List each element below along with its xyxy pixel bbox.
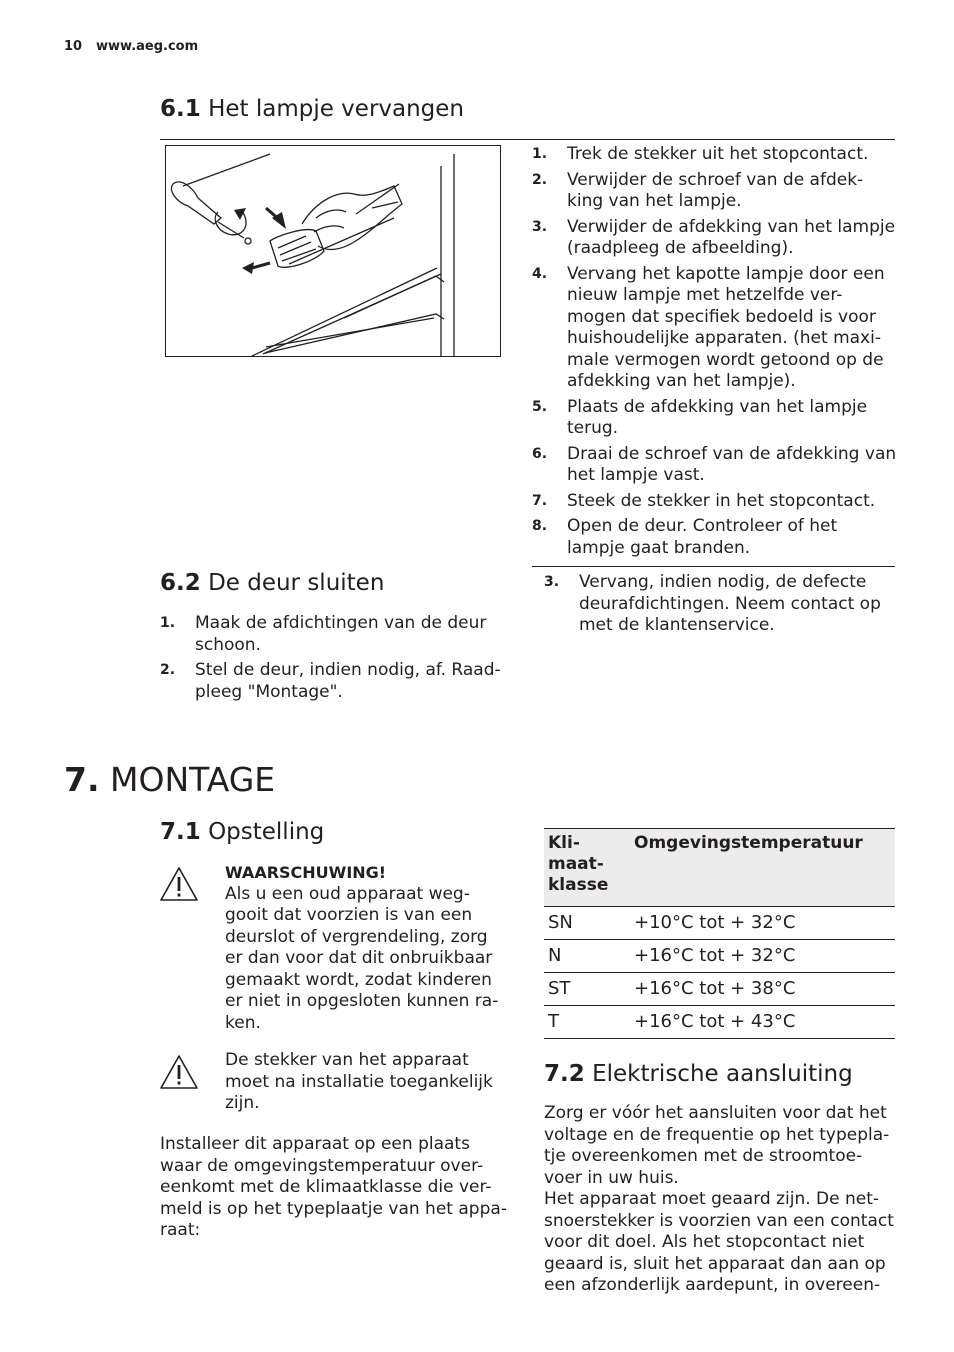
lamp-steps-list bbox=[532, 144, 897, 563]
column-header-class: Kli-maat-klasse bbox=[544, 829, 630, 907]
warning-text: Als u een oud apparaat weg-gooit dat voorzien is van een deurslot of vergrendeling, zorg er dan voor dat dit onbruikbaar gemaakt wordt, zodat kinderen er niet in opgesloten kunnen ra-ken. bbox=[225, 883, 499, 1033]
list-item: 7. Steek de stekker in het stopcontact. bbox=[532, 490, 876, 511]
table-row: T +16°C tot + 43°C bbox=[544, 1006, 895, 1039]
warning-icon bbox=[159, 866, 199, 902]
chapter-number: 7. bbox=[64, 760, 100, 799]
table-row: SN +10°C tot + 32°C bbox=[544, 907, 895, 940]
door-steps-list-right bbox=[544, 572, 894, 641]
lamp-diagram-svg bbox=[166, 146, 500, 356]
section-6-2-heading bbox=[160, 570, 384, 596]
lamp-replacement-illustration bbox=[165, 145, 501, 357]
section-title: Opstelling bbox=[208, 819, 325, 845]
warning-block bbox=[225, 862, 510, 1034]
installation-paragraph: Installeer dit apparaat op een plaats waar de omgevingstemperatuur over-eenkomt met de klimaatklasse die ver-meld is op het typeplaatje van het appa-raat: bbox=[160, 1134, 507, 1240]
caution-text: De stekker van het apparaat moet na installatie toegankelijk zijn. bbox=[225, 1050, 493, 1113]
list-item: 1. Trek de stekker uit het stopcontact. bbox=[532, 144, 869, 164]
page-number: 10 bbox=[64, 39, 83, 54]
section-7-2-heading bbox=[544, 1061, 853, 1087]
section-title: Elektrische aansluiting bbox=[592, 1061, 853, 1087]
section-number: 7.2 bbox=[544, 1061, 585, 1087]
list-item: 2. Stel de deur, indien nodig, af. Raad-pleeg "Montage". bbox=[160, 660, 501, 702]
section-title: Het lampje vervangen bbox=[208, 96, 465, 122]
list-item: 2. Verwijder de schroef van de afdek-king van het lampje. bbox=[532, 169, 864, 211]
list-item: 3. Vervang, indien nodig, de defecte deurafdichtingen. Neem contact op met de klantenservice. bbox=[544, 572, 881, 635]
chapter-title: MONTAGE bbox=[110, 760, 276, 799]
table-header-row bbox=[544, 829, 895, 907]
section-6-1-heading bbox=[160, 96, 464, 122]
list-item: 6. Draai de schroef van de afdekking van het lampje vast. bbox=[532, 443, 897, 485]
column-header-temperature: Omgevingstemperatuur bbox=[630, 829, 895, 907]
door-steps-list-left bbox=[160, 613, 510, 707]
list-item: 8. Open de deur. Controleer of het lampje gaat branden. bbox=[532, 516, 838, 558]
table-row: N +16°C tot + 32°C bbox=[544, 940, 895, 973]
website-url[interactable]: www.aeg.com bbox=[96, 39, 199, 54]
section-rule bbox=[160, 139, 895, 140]
section-rule bbox=[532, 566, 895, 567]
section-title: De deur sluiten bbox=[208, 570, 385, 596]
section-number: 6.1 bbox=[160, 96, 201, 122]
electrical-paragraph: Zorg er vóór het aansluiten voor dat het voltage en de frequentie op het typepla-tje overeenkomen met de stroomtoe-voer in uw huis. Het apparaat moet geaard zijn. De net-snoerstekker is voorzien van een contact voor dit doel. Als het stopcontact niet geaard is, sluit het apparaat dan aan op een afzonderlijk aardepunt, in overeen- bbox=[544, 1103, 894, 1295]
table-row: ST +16°C tot + 38°C bbox=[544, 973, 895, 1006]
list-item: 1. Maak de afdichtingen van de deur schoon. bbox=[160, 613, 487, 655]
list-item: 3. Verwijder de afdekking van het lampje (raadpleeg de afbeelding). bbox=[532, 216, 896, 258]
warning-title: WAARSCHUWING! bbox=[225, 863, 387, 882]
chapter-7-heading bbox=[64, 760, 275, 799]
section-7-1-heading bbox=[160, 819, 324, 845]
list-item: 4. Vervang het kapotte lampje door een nieuw lampje met hetzelfde ver-mogen dat specifiek bedoeld is voor huishoudelijke apparaten. (het maxi-male vermogen wordt getoond op de afdekking van het lampje). bbox=[532, 263, 885, 391]
climate-class-table bbox=[544, 828, 895, 1039]
section-number: 7.1 bbox=[160, 819, 201, 845]
list-item: 5. Plaats de afdekking van het lampje terug. bbox=[532, 396, 868, 438]
section-number: 6.2 bbox=[160, 570, 201, 596]
caution-icon bbox=[159, 1054, 199, 1090]
